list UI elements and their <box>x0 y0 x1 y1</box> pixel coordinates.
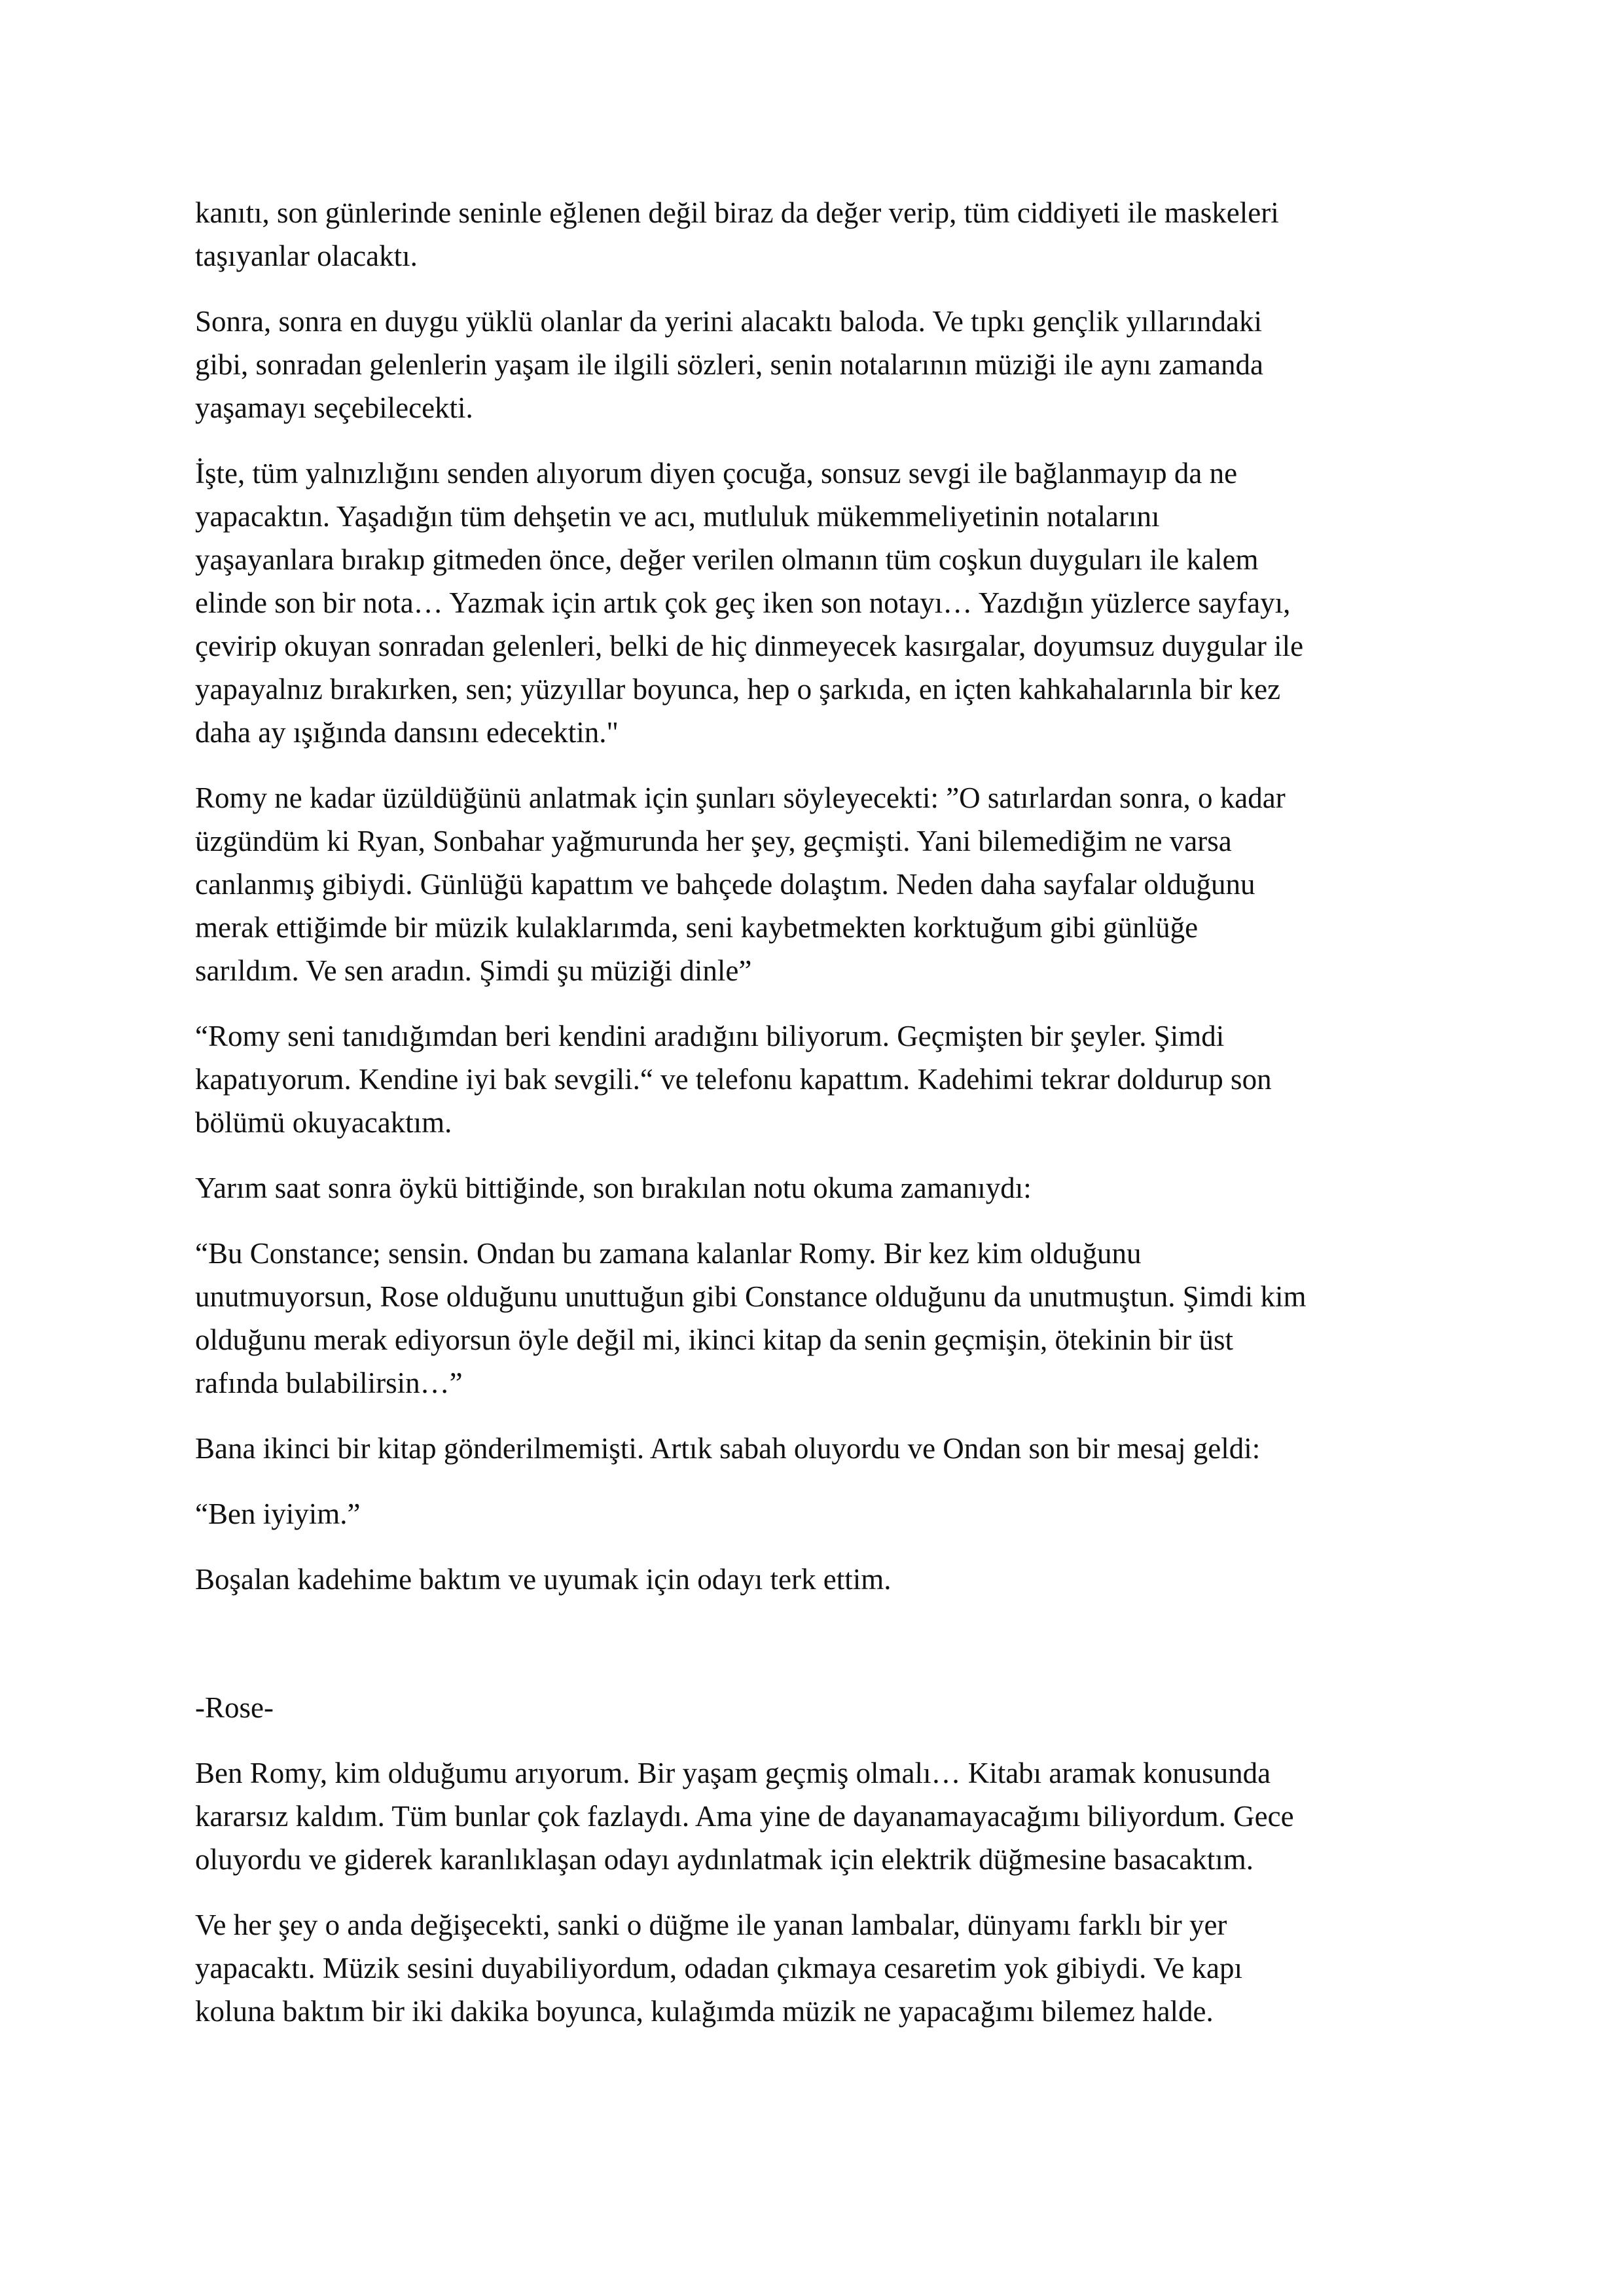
paragraph: İşte, tüm yalnızlığını senden alıyorum diyen çocuğa, sonsuz sevgi ile bağlanmayıp da ne yapacaktın. Yaşadığın tüm dehşetin ve acı, mutluluk mükemmeliyetinin notalarını yaşayanlara bırakıp gitmeden önce, değer verilen olmanın tüm coşkun duyguları ile kalem elinde son bir nota… Yazmak için artık çok geç iken son notayı… Yazdığın yüzlerce sayfayı, çevirip okuyan sonradan gelenleri, belki de hiç dinmeyecek kasırgalar, doyumsuz duygular ile yapayalnız bırakırken, sen; yüzyıllar boyunca, hep o şarkıda, en içten kahkahalarınla bir kez daha ay ışığında dansını edecektin." <box>195 457 1304 749</box>
paragraph: kanıtı, son günlerinde seninle eğlenen değil biraz da değer verip, tüm ciddiyeti ile maskeleri taşıyanlar olacaktı. <box>195 196 1279 272</box>
paragraph: Ben Romy, kim olduğumu arıyorum. Bir yaşam geçmiş olmalı… Kitabı aramak konusunda kararsız kaldım. Tüm bunlar çok fazlaydı. Ama yine de dayanamayacağımı biliyordum. Gece oluyordu ve giderek karanlıklaşan odayı aydınlatmak için elektrik düğmesine basacaktım. <box>195 1757 1294 1876</box>
paragraph: Sonra, sonra en duygu yüklü olanlar da yerini alacaktı baloda. Ve tıpkı gençlik yıllarındaki gibi, sonradan gelenlerin yaşam ile ilgili sözleri, senin notalarının müziği ile aynı zamanda yaşamayı seçebilecekti. <box>195 305 1264 424</box>
paragraph: Yarım saat sonra öykü bittiğinde, son bırakılan notu okuma zamanıydı: <box>195 1172 1032 1204</box>
paragraph: Ve her şey o anda değişecekti, sanki o düğme ile yanan lambalar, dünyamı farklı bir yer yapacaktı. Müzik sesini duyabiliyordum, odadan çıkmaya cesaretim yok gibiydi. Ve kapı koluna baktım bir iki dakika boyunca, kulağımda müzik ne yapacağımı bilemez halde. <box>195 1909 1243 2028</box>
paragraph: Romy ne kadar üzüldüğünü anlatmak için şunları söyleyecekti: ”O satırlardan sonra, o kadar üzgündüm ki Ryan, Sonbahar yağmurunda her şey, geçmişti. Yani bilemediğim ne varsa canlanmış gibiydi. Günlüğü kapattım ve bahçede dolaştım. Neden daha sayfalar olduğunu merak ettiğimde bir müzik kulaklarımda, seni kaybetmekten korktuğum gibi günlüğe sarıldım. Ve sen aradın. Şimdi şu müziği dinle” <box>195 781 1286 987</box>
paragraph: “Ben iyiyim.” <box>195 1498 361 1530</box>
document-body <box>195 191 1439 2055</box>
paragraph: “Romy seni tanıdığımdan beri kendini aradığını biliyorum. Geçmişten bir şeyler. Şimdi kapatıyorum. Kendine iyi bak sevgili.“ ve telefonu kapattım. Kadehimi tekrar doldurup son bölümü okuyacaktım. <box>195 1020 1272 1139</box>
paragraph: Boşalan kadehime baktım ve uyumak için odayı terk ettim. <box>195 1563 892 1596</box>
paragraph: “Bu Constance; sensin. Ondan bu zamana kalanlar Romy. Bir kez kim olduğunu unutmuyorsun, Rose olduğunu unuttuğun gibi Constance olduğunu da unutmuştun. Şimdi kim olduğunu merak ediyorsun öyle değil mi, ikinci kitap da senin geçmişin, ötekinin bir üst rafında bulabilirsin…” <box>195 1237 1307 1399</box>
paragraph: Bana ikinci bir kitap gönderilmemişti. Artık sabah oluyordu ve Ondan son bir mesaj geldi: <box>195 1432 1261 1465</box>
section-heading: -Rose- <box>195 1691 274 1724</box>
